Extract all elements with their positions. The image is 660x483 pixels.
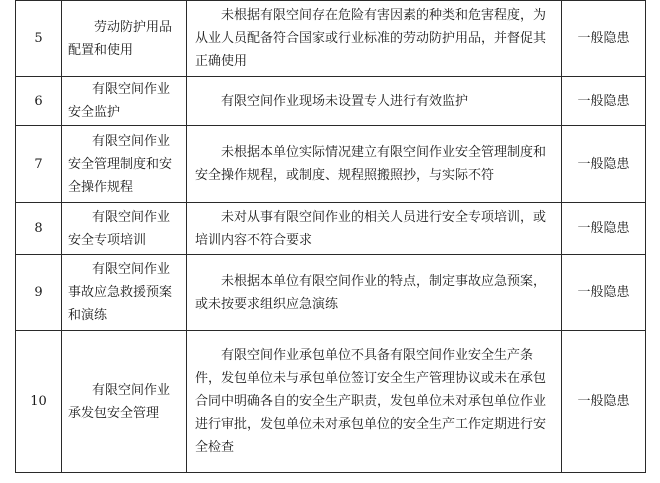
hazard-level: 一般隐患 (562, 203, 646, 255)
hazard-description: 未根据有限空间存在危险有害因素的种类和危害程度，为从业人员配备符合国家或行业标准的劳动防护用品，并督促其正确使用 (187, 1, 562, 77)
row-number: 6 (16, 77, 62, 126)
hazard-level: 一般隐患 (562, 255, 646, 331)
row-number: 7 (16, 126, 62, 203)
hazard-level: 一般隐患 (562, 77, 646, 126)
table-row (16, 255, 646, 331)
table-row (16, 203, 646, 255)
row-number: 10 (16, 331, 62, 473)
check-item: 有限空间作业安全专项培训 (62, 203, 187, 255)
row-number: 8 (16, 203, 62, 255)
check-item: 有限空间作业安全监护 (62, 77, 187, 126)
check-item: 有限空间作业安全管理制度和安全操作规程 (62, 126, 187, 203)
check-item: 有限空间作业事故应急救援预案和演练 (62, 255, 187, 331)
hazard-description: 未根据本单位实际情况建立有限空间作业安全管理制度和安全操作规程，或制度、规程照搬照抄，与实际不符 (187, 126, 562, 203)
table-row (16, 331, 646, 473)
table-row (16, 126, 646, 203)
table-row (16, 1, 646, 77)
check-item: 有限空间作业承发包安全管理 (62, 331, 187, 473)
check-item: 劳动防护用品配置和使用 (62, 1, 187, 77)
table-row (16, 77, 646, 126)
hazard-table (15, 0, 646, 473)
row-number: 9 (16, 255, 62, 331)
hazard-description: 未根据本单位有限空间作业的特点，制定事故应急预案，或未按要求组织应急演练 (187, 255, 562, 331)
row-number: 5 (16, 1, 62, 77)
hazard-description: 有限空间作业现场未设置专人进行有效监护 (187, 77, 562, 126)
hazard-description: 未对从事有限空间作业的相关人员进行安全专项培训，或培训内容不符合要求 (187, 203, 562, 255)
hazard-level: 一般隐患 (562, 1, 646, 77)
hazard-level: 一般隐患 (562, 126, 646, 203)
hazard-description: 有限空间作业承包单位不具备有限空间作业安全生产条件，发包单位未与承包单位签订安全生产管理协议或未在承包合同中明确各自的安全生产职责，发包单位未对承包单位作业进行审批，发包单位未对承包单位的安全生产工作定期进行安全检查 (187, 331, 562, 473)
hazard-level: 一般隐患 (562, 331, 646, 473)
